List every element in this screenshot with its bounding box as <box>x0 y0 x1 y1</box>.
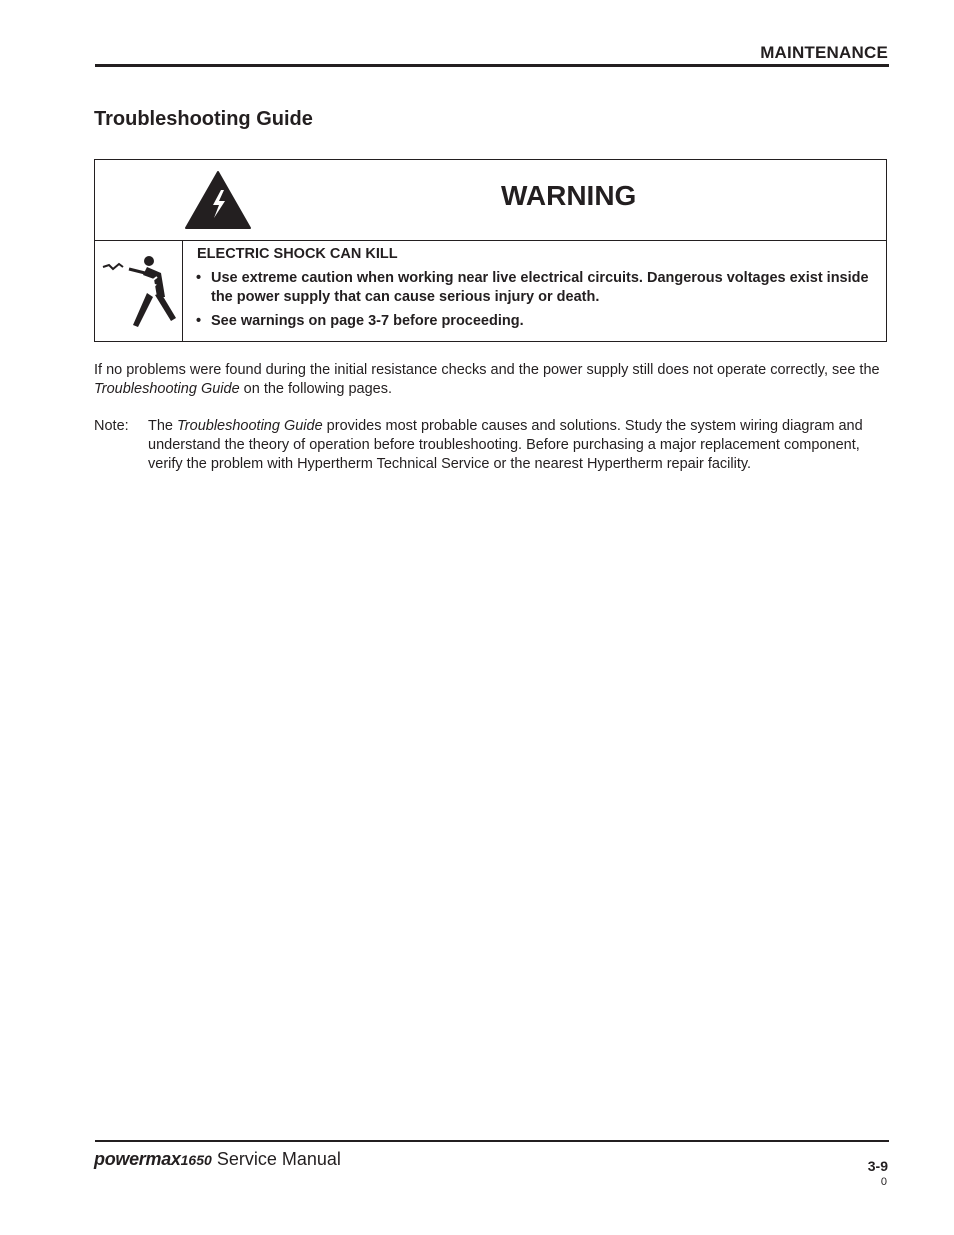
note-label: Note: <box>94 418 129 434</box>
brand-logo: powermax <box>94 1149 181 1169</box>
model-number: 1650 <box>180 1152 212 1168</box>
warning-title: WARNING <box>501 180 637 211</box>
footer-manual-title <box>94 1149 341 1170</box>
warning-heading: ELECTRIC SHOCK CAN KILL <box>197 246 398 262</box>
note-text: The Troubleshooting Guide provides most probable causes and solutions. Study the system wiring diagram and understand the theory of operation before troubleshooting. Before purchasing a major replacement component, verify the problem with Hypertherm Technical Service or the nearest Hypertherm repair facility. <box>148 418 863 472</box>
guide-reference: Troubleshooting Guide <box>177 418 323 434</box>
electric-shock-person-icon <box>99 253 179 327</box>
page-number: 3-9 <box>867 1158 888 1174</box>
warning-header <box>95 160 886 241</box>
manual-name: Service Manual <box>216 1149 341 1169</box>
header-rule <box>95 64 889 67</box>
warning-bullet: • See warnings on page 3-7 before proceeding. <box>196 313 524 329</box>
section-title: Troubleshooting Guide <box>94 108 313 130</box>
warning-box <box>94 159 887 342</box>
guide-reference: Troubleshooting Guide <box>94 381 240 397</box>
electric-hazard-triangle-icon <box>184 170 252 230</box>
warning-bullet-list <box>196 269 876 336</box>
warning-icon-cell <box>95 241 183 341</box>
revision-number: 0 <box>880 1176 887 1188</box>
intro-paragraph: If no problems were found during the initial resistance checks and the power supply still does not operate correctly, see the Troubleshooting Guide on the following pages. <box>94 362 880 397</box>
warning-bullet: • Use extreme caution when working near live electrical circuits. Dangerous voltages exist inside the power supply that can cause serious injury or death. <box>196 270 869 305</box>
footer-rule <box>95 1140 889 1142</box>
running-header: MAINTENANCE <box>760 43 888 62</box>
